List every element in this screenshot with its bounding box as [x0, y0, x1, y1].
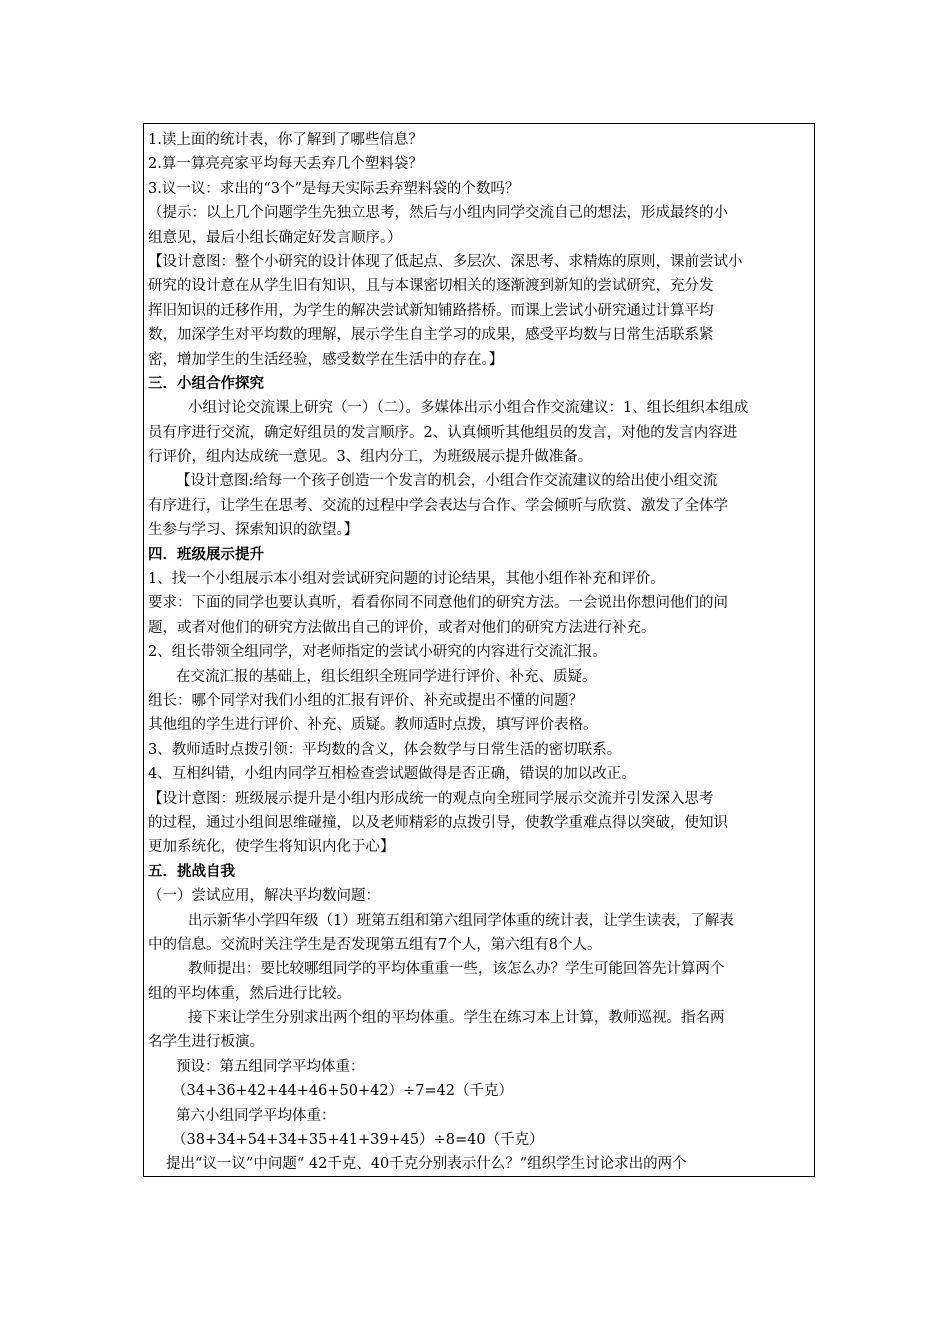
text-line: 预设：第五组同学平均体重： — [176, 1058, 365, 1075]
text-line: 中的信息。交流时关注学生是否发现第五组有7个人，第六组有8个人。 — [148, 936, 602, 953]
text-line: 小组讨论交流课上研究（一）（二）。多媒体出示小组合作交流建议：1、组长组织本组成 — [188, 400, 749, 417]
text-line: （34+36+42+44+46+50+42）÷7=42（千克） — [172, 1083, 514, 1100]
text-line: 数，加深学生对平均数的理解，展示学生自主学习的成果，感受平均数与日常生活联系紧 — [148, 327, 714, 344]
text-line: 3、教师适时点拨引领：平均数的含义，体会数学与日常生活的密切联系。 — [148, 741, 622, 758]
text-line: 组长：哪个同学对我们小组的汇报有评价、补充或提出不懂的问题？ — [148, 692, 583, 709]
text-line: 接下来让学生分别求出两个组的平均体重。学生在练习本上计算，教师巡视。指名两 — [188, 1010, 725, 1027]
text-line: （38+34+54+34+35+41+39+45）÷8=40（千克） — [172, 1132, 544, 1149]
text-line: 2、组长带领全组同学，对老师指定的尝试小研究的内容进行交流汇报。 — [148, 644, 607, 661]
text-line: 的过程，通过小组间思维碰撞，以及老师精彩的点拨引导，使教学重难点得以突破，使知识 — [148, 814, 728, 831]
text-line: 名学生进行板演。 — [148, 1034, 264, 1051]
section-heading: 五．挑战自我 — [148, 862, 235, 880]
text-line: 【设计意图：班级展示提升是小组内形成统一的观点向全班同学展示交流并引发深入思考 — [148, 790, 714, 807]
text-line: （一）尝试应用，解决平均数问题： — [148, 888, 380, 905]
text-line: 在交流汇报的基础上，组长组织全班同学进行评价、补充、质疑。 — [176, 668, 597, 685]
text-line: 生参与学习、探索知识的欲望。】 — [148, 522, 359, 539]
text-line: 员有序进行交流，确定好组员的发言顺序。2、认真倾听其他组员的发言，对他的发言内容进 — [148, 424, 738, 441]
text-line: 有序进行，让学生在思考、交流的过程中学会表达与合作、学会倾听与欣赏、激发了全体学 — [148, 497, 728, 514]
text-line: 挥旧知识的迁移作用，为学生的解决尝试新知铺路搭桥。而课上尝试小研究通过计算平均 — [148, 302, 714, 319]
text-line: 1.读上面的统计表，你了解到了哪些信息？ — [148, 132, 423, 148]
text-line: 【设计意图：整个小研究的设计体现了低起点、多层次、深思考、求精炼的原则，课前尝试小 — [148, 253, 743, 270]
text-line: 密，增加学生的生活经验，感受数学在生活中的存在。】 — [148, 351, 504, 368]
text-line: 组意见，最后小组长确定好发言顺序。） — [148, 229, 402, 246]
section-heading: 三．小组合作探究 — [148, 374, 264, 392]
text-line: 要求：下面的同学也要认真听，看看你同不同意他们的研究方法。一会说出你想问他们的问 — [148, 595, 728, 612]
text-line: 行评价，组内达成统一意见。3、组内分工，为班级展示提升做准备。 — [148, 449, 593, 466]
document-body — [148, 128, 812, 1177]
text-line: 第六小组同学平均体重： — [176, 1107, 336, 1124]
text-line: 提出“议一议”中问题“ 42千克、40千克分别表示什么？”组织学生讨论求出的两个 — [166, 1156, 687, 1173]
text-line: 其他组的学生进行评价、补充、质疑。教师适时点拨，填写评价表格。 — [148, 717, 598, 734]
text-line: 更加系统化，使学生将知识内化于心】 — [148, 839, 395, 856]
text-line: 3.议一议：求出的“3个”是每天实际丢弃塑料袋的个数吗？ — [148, 180, 520, 197]
text-line: 教师提出：要比较哪组同学的平均体重重一些，该怎么办？学生可能回答先计算两个 — [188, 961, 725, 978]
text-line: 1、找一个小组展示本小组对尝试研究问题的讨论结果，其他小组作补充和评价。 — [148, 571, 665, 588]
text-line: 题，或者对他们的研究方法做出自己的评价，或者对他们的研究方法进行补充。 — [148, 619, 656, 636]
text-line: 4、互相纠错，小组内同学互相检查尝试题做得是否正确，错误的加以改正。 — [148, 766, 636, 783]
text-line: 【设计意图:给每一个孩子创造一个发言的机会，小组合作交流建议的给出使小组交流 — [176, 473, 718, 490]
section-heading: 四．班级展示提升 — [148, 545, 264, 563]
text-line: 2.算一算亮亮家平均每天丢弃几个塑料袋？ — [148, 156, 423, 173]
text-line: 研究的设计意在从学生旧有知识，且与本课密切相关的逐渐渡到新知的尝试研究，充分发 — [148, 278, 714, 295]
text-line: 出示新华小学四年级（1）班第五组和第六组同学体重的统计表，让学生读表，了解表 — [188, 912, 734, 929]
text-line: 组的平均体重，然后进行比较。 — [148, 985, 351, 1002]
text-line: （提示：以上几个问题学生先独立思考，然后与小组内同学交流自己的想法，形成最终的小 — [148, 205, 728, 222]
